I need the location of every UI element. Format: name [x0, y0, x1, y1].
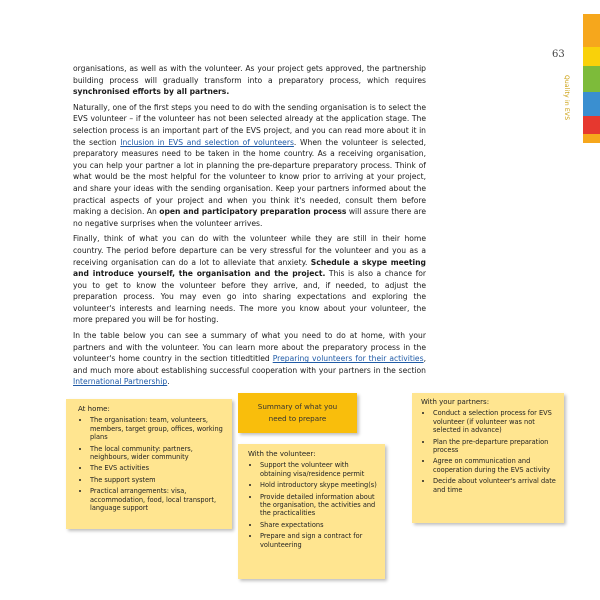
color-tab-orange-bottom: [583, 134, 600, 143]
list-item: • The local community: partners, neighbours, wider community: [90, 445, 224, 462]
page-number: 63: [552, 49, 565, 60]
list-item: • Conduct a selection process for EVS volunteer (if volunteer was not selected in advance): [433, 409, 557, 434]
color-tab-orange-top: [583, 14, 600, 47]
with-partners-title: With your partners:: [421, 398, 490, 406]
link-preparing-volunteers[interactable]: Preparing volunteers for their activities: [272, 354, 424, 364]
color-tab-green: [583, 66, 600, 92]
list-item: • The organisation: team, volunteers, members, target group, offices, working plans: [90, 416, 224, 441]
list-item: • Share expectations: [260, 521, 378, 529]
paragraph-3: Finally, think of what you can do with the volunteer while they are still in their home country. The period before departure can be very stressful for the volunteer and you as a receiving organisation can do a lot to alleviate that anxiety. Schedule a skype meeting and introduce yourself, the organisation and the project. This is also a chance for you to get to know the volunteer before they arrive, and, if needed, to adjust the preparation process. You may even go into sharing expectations and exploring the volunteer's interests and learning needs. The more you know about your volunteer, the more prepared you will be for hosting.: [73, 234, 427, 325]
summary-title: Summary of what you need to prepare: [257, 402, 338, 423]
paragraph-4: In the table below you can see a summary of what you need to do at home, with your partners and with the volunteer. You can learn more about the preparatory process in the volunteer's home country in the section titledtitled Preparing volunteers for their activities, and much more about establishing successful cooperation with your partners in the section International Partnership.: [73, 331, 426, 387]
list-item: • Agree on communication and cooperation during the EVS activity: [433, 457, 557, 474]
with-volunteer-title: With the volunteer:: [248, 450, 316, 458]
link-inclusion-in-evs[interactable]: Inclusion in EVS and selection of volunteers: [120, 137, 294, 147]
summary-box: [238, 393, 357, 433]
with-volunteer-list: [248, 461, 378, 549]
color-tab-yellow: [583, 47, 600, 66]
at-home-box: [66, 399, 232, 529]
paragraph-1: organisations, as well as with the volunteer. As your project gets approved, the partnership building process will gradually transform into a preparatory process, which requires synchronised efforts by all partners.: [73, 64, 426, 97]
body-text: [73, 63, 426, 392]
with-partners-list: [421, 409, 557, 494]
list-item: • Support the volunteer with obtaining visa/residence permit: [260, 461, 378, 478]
list-item: • Hold introductory skype meeting(s): [260, 481, 378, 489]
at-home-title: At home:: [78, 405, 110, 413]
list-item: • Plan the pre-departure preparation process: [433, 438, 557, 455]
list-item: • Decide about volunteer's arrival date and time: [433, 477, 557, 494]
link-international-partnership[interactable]: International Partnership: [73, 377, 168, 387]
list-item: • The support system: [90, 476, 224, 484]
color-tab-red: [583, 116, 600, 134]
at-home-list: [78, 416, 224, 512]
with-partners-box: [412, 393, 564, 523]
section-side-label: Quality in EVS: [563, 75, 570, 121]
color-tab-blue: [583, 92, 600, 116]
list-item: • Practical arrangements: visa, accommodation, food, local transport, language support: [90, 487, 224, 512]
list-item: • Prepare and sign a contract for volunteering: [260, 532, 378, 549]
list-item: • Provide detailed information about the organisation, the activities and the practicalities: [260, 493, 378, 518]
paragraph-2: Naturally, one of the first steps you need to do with the sending organisation is to select the EVS volunteer – if the volunteer has not been selected already at the application stage. The selection process is an important part of the EVS project, and you can read more about it in the section Inclusion in EVS and selection of volunteers. When the volunteer is selected, preparatory measures need to be taken in the home country. As a receiving organisation, you can help your partner a lot in planning the pre-departure preparatory process. Think of what would be the most helpful for the volunteer to know prior to arriving at your project, and share your ideas with the sending organisation. Keep your partners informed about the practical aspects of your project and when you think it's needed, consult them before making a decision. An open and participatory preparation process will assure there are no negative surprises when the volunteer arrives.: [73, 102, 427, 228]
with-volunteer-box: [238, 444, 385, 579]
list-item: • The EVS activities: [90, 464, 224, 472]
